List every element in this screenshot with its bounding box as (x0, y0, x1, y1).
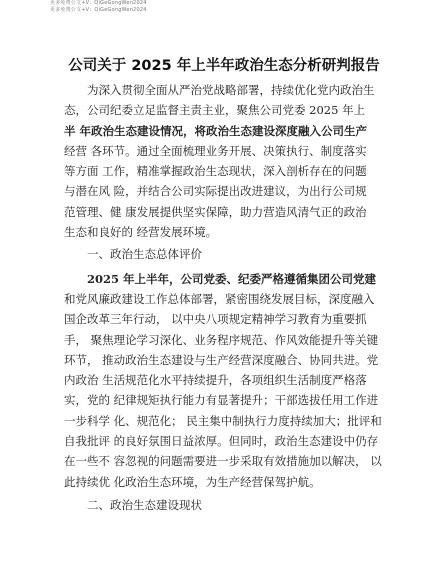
watermark (50, 0, 147, 14)
text-line: 环节， 推动政治生态建设与生产经营深度融合、协同共进。党 (64, 352, 379, 367)
text-line: 实，党的 纪律规矩执行能力有显著提升；干部选拔任用工作进 (64, 393, 379, 408)
text-line: 等方面 工作，精准掌握政治生态现状，深入剖析存在的问题 (64, 164, 367, 179)
text-line: 为深入贯彻全面从严治党战略部署，持续优化党内政治生 (87, 83, 375, 97)
text-line: 态，公司纪委立足监督主责主业，聚焦公司党委 2025 年上 (64, 103, 366, 118)
text-line: 范管理、健 康发展提供坚实保障，助力营造风清气正的政治 (64, 204, 367, 219)
text-line: 生态和良好的 经营发展环境。 (64, 225, 218, 240)
text-line: 在一些不 容忽视的问题需要进一步采取有效措施加以解决， 以 (64, 454, 382, 469)
text-line: 此持续优 化政治生态环境，为生产经营保驾护航。 (64, 474, 321, 489)
watermark-line: 更多免费公文+V：QiGeGongWen2024 (50, 0, 147, 6)
text-line: 半 年政治生态建设情况，将政治生态建设深度融入公司生产 (64, 123, 368, 138)
watermark-line: 更多免费公文+V：QiGeGongWen2024 (50, 7, 147, 13)
text-line: 2025 年上半年，公司党委、纪委严格遵循集团公司党建 (87, 271, 377, 286)
document-body (64, 80, 386, 515)
section-heading: 一、政治生态总体评价 (87, 247, 202, 262)
text-line: 和党风廉政建设工作总体部署，紧密围绕发展目标，深度融入 (64, 291, 375, 306)
text-line: 自我批评 的良好氛围日益浓厚。但同时，政治生态建设中仍存 (64, 434, 379, 449)
text-line: 一步科学 化、规范化； 民主集中制执行力度持续加大；批评和 (64, 413, 382, 428)
intro-paragraph (64, 80, 386, 242)
text-line: 手， 聚焦理论学习深化、业务程序规范、作风效能提升等关键 (64, 332, 379, 347)
text-line: 内政治 生活规范化水平持续提升，各项组织生活制度严格落 (64, 373, 367, 388)
section-paragraph (64, 269, 386, 492)
text-line: 国企改革三年行动， 以中央八项规定精神学习教育为重要抓 (64, 312, 367, 327)
text-line: 与潜在风 险，并结合公司实际提出改进建议，为出行公司规 (64, 184, 367, 199)
document-title: 公司关于 2025 年上半年政治生态分析研判报告 (68, 58, 380, 74)
text-line: 经营 各环节。通过全面梳理业务开展、决策执行、制度落实 (64, 143, 367, 158)
section-heading: 二、政治生态建设现状 (87, 497, 202, 512)
